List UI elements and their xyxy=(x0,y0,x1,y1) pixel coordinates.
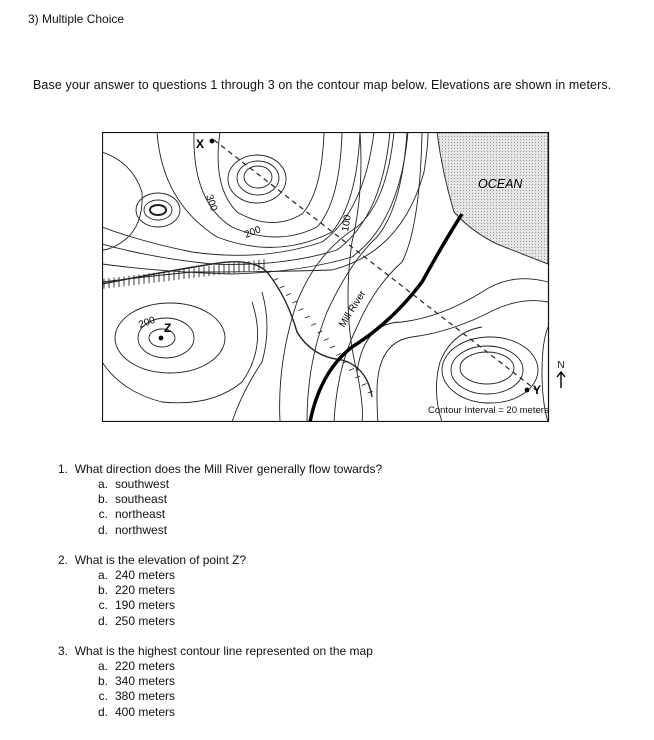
ridge-hachure xyxy=(362,384,367,386)
point-x-label: X xyxy=(196,137,205,151)
ridge-hachure xyxy=(324,339,329,341)
north-arrow xyxy=(554,360,568,390)
choice-item[interactable] xyxy=(96,477,382,492)
choice-item[interactable] xyxy=(96,674,373,689)
choice-text: 400 meters xyxy=(115,704,176,719)
choice-item[interactable] xyxy=(96,705,373,720)
question-number: 3. xyxy=(58,644,69,658)
choice-text: 190 meters xyxy=(115,598,176,613)
choice-item[interactable] xyxy=(96,507,382,522)
choice-list xyxy=(58,568,246,629)
choice-list xyxy=(58,659,373,720)
point-z-label: Z xyxy=(164,321,172,335)
choice-item[interactable] xyxy=(96,583,246,598)
ridge-hachure xyxy=(299,309,304,311)
contour-map xyxy=(102,132,552,422)
choice-letter: c. xyxy=(98,689,108,704)
ridge-hachure xyxy=(305,316,310,318)
ridge-hachure xyxy=(311,324,316,326)
choice-letter: c. xyxy=(98,507,108,522)
choice-item[interactable] xyxy=(96,492,382,507)
choice-letter: a. xyxy=(97,568,108,582)
question-text: What is the highest contour line represented on the map xyxy=(74,644,373,658)
question-number: 2. xyxy=(58,553,69,567)
choice-text: 380 meters xyxy=(115,689,176,704)
intro-text: Base your answer to questions 1 through 3 on the contour map below. Elevations are shown in meters. xyxy=(33,78,612,92)
choice-text: 250 meters xyxy=(115,613,176,628)
choice-text: 220 meters xyxy=(115,583,176,598)
ridge-hachure xyxy=(273,279,278,281)
question-text: What is the elevation of point Z? xyxy=(74,553,247,567)
point-x-marker xyxy=(210,139,215,144)
contour-label-200-south: 200 xyxy=(137,314,157,331)
choice-text: 220 meters xyxy=(115,659,176,673)
choice-text: 340 meters xyxy=(115,674,176,689)
ridge-hachure xyxy=(286,294,291,296)
point-y-marker xyxy=(525,388,530,393)
contour-label-300: 300 xyxy=(203,193,220,213)
point-z-marker xyxy=(159,336,164,341)
choice-letter: b. xyxy=(97,583,108,598)
question-number: 1. xyxy=(58,462,69,476)
ridge-hachure xyxy=(280,286,285,288)
choice-item[interactable] xyxy=(96,523,382,538)
choice-item[interactable] xyxy=(96,659,373,674)
ocean-area xyxy=(437,132,548,264)
contour-label-200-north: 200 xyxy=(243,224,263,241)
choice-letter: a. xyxy=(97,477,108,491)
question-2 xyxy=(58,553,246,629)
choice-text: southeast xyxy=(115,492,168,507)
choice-item[interactable] xyxy=(96,568,246,583)
choice-text: southwest xyxy=(115,477,170,491)
section-heading: 3) Multiple Choice xyxy=(28,12,125,26)
question-text: What direction does the Mill River generally flow towards? xyxy=(74,462,383,476)
choice-letter: c. xyxy=(98,598,108,613)
mill-river xyxy=(310,214,462,422)
contour-interval-note: Contour Interval = 20 meters xyxy=(428,405,549,416)
choice-text: 240 meters xyxy=(115,568,176,582)
question-3 xyxy=(58,644,373,720)
river-label: Mill River xyxy=(337,288,369,330)
choice-item[interactable] xyxy=(96,598,246,613)
ridge-hachure xyxy=(349,369,354,371)
choice-item[interactable] xyxy=(96,614,246,629)
choice-text: northwest xyxy=(115,522,168,537)
choice-list xyxy=(58,477,382,538)
point-y-label: Y xyxy=(533,383,542,397)
choice-letter: d. xyxy=(97,613,108,628)
choice-letter: a. xyxy=(97,659,108,673)
choice-letter: b. xyxy=(97,674,108,689)
north-arrow-label: N xyxy=(557,360,565,371)
question-1 xyxy=(58,462,382,538)
contour-label-100: 100 xyxy=(340,214,354,233)
choice-letter: d. xyxy=(97,704,108,719)
choice-text: northeast xyxy=(115,507,166,522)
choice-item[interactable] xyxy=(96,689,373,704)
ocean-label: OCEAN xyxy=(478,177,523,191)
choice-letter: b. xyxy=(97,492,108,507)
choice-letter: d. xyxy=(97,522,108,537)
ridge-hachure xyxy=(330,346,335,348)
